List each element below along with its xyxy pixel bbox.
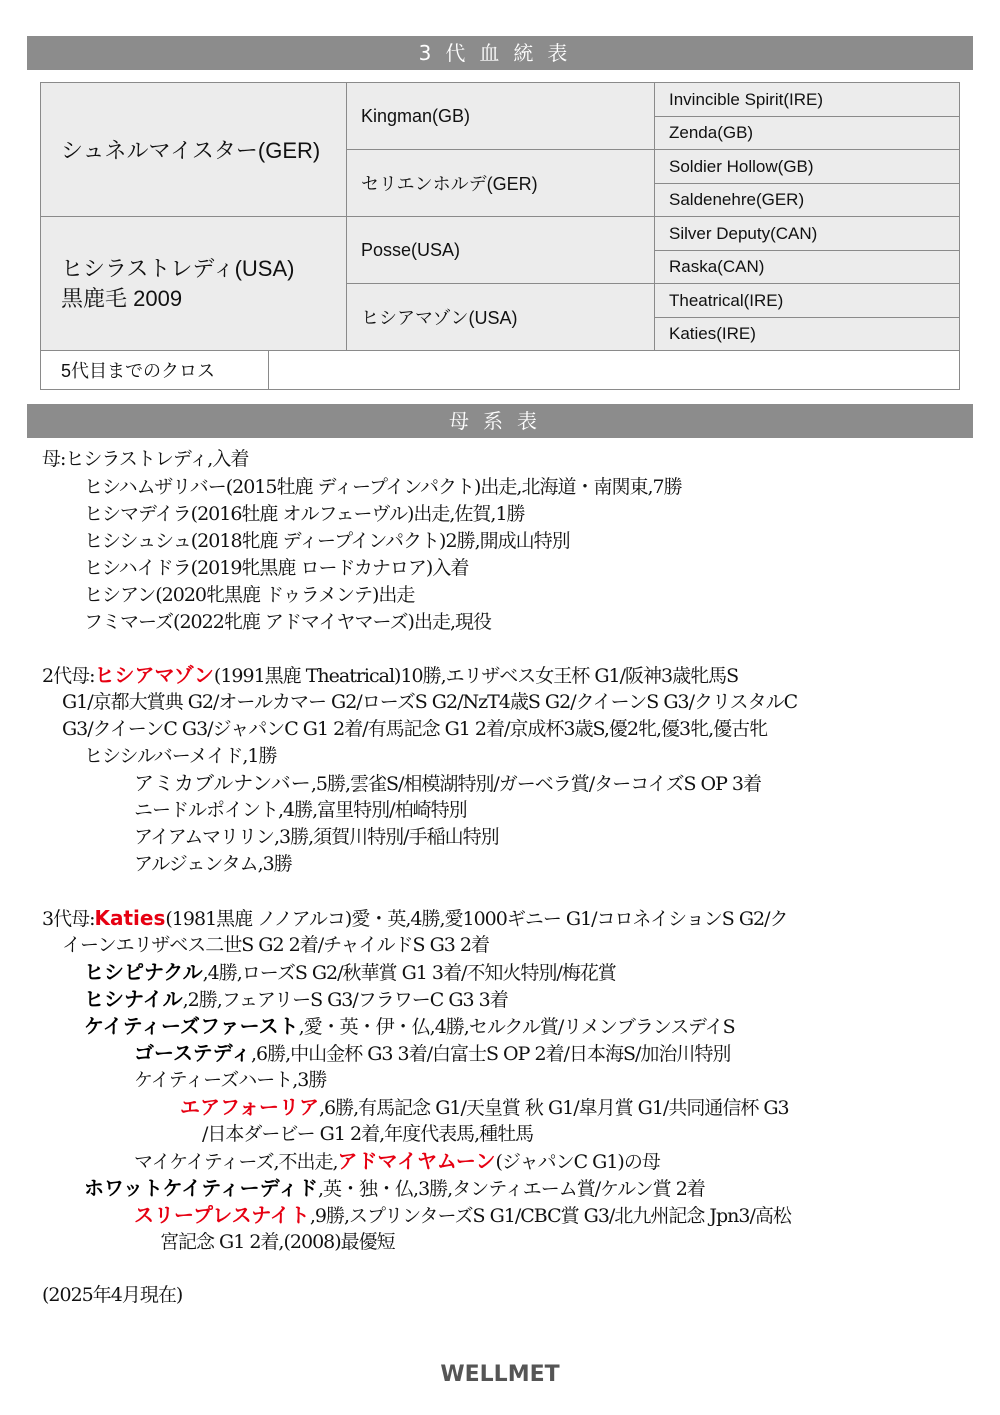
- third-dam-grand-offspring-cont: 宮記念 G1 2着,(2008)最優短: [160, 1231, 395, 1253]
- third-dam-grand-offspring: [134, 1148, 660, 1175]
- second-dam-grand-offspring: アルジェンタム,3勝: [134, 853, 292, 875]
- second-dam-grand-offspring: アイアムマリリン,3勝,須賀川特別/手稲山特別: [134, 826, 499, 848]
- horse-name: アドマイヤムーン: [337, 1149, 496, 1173]
- dam-foal: ヒシハイドラ(2019牝黒鹿 ロードカナロア)入着: [84, 557, 469, 579]
- g3-cell: [654, 183, 960, 217]
- horse-record: ,2勝,フェアリーS G3/フラワーC G3 3着: [182, 989, 508, 1011]
- dam-foal: フミマーズ(2022牝鹿 アドマイヤマーズ)出走,現役: [84, 611, 491, 633]
- second-dam-record: (1991黒鹿 Theatrical)10勝,エリザベス女王杯 G1/阪神3歳牝馬S: [213, 665, 739, 687]
- g3-name: Soldier Hollow(GB): [669, 156, 814, 176]
- great-grand-offspring: [180, 1094, 789, 1121]
- dam-sire-cell: [346, 216, 655, 284]
- g3-cell: [654, 149, 960, 184]
- horse-name: ゴーステディ: [134, 1041, 251, 1065]
- horse-name: スリープレスナイト: [134, 1203, 310, 1227]
- horse-record: ,英・独・仏,3勝,タンティエーム賞/ケルン賞 2着: [318, 1178, 705, 1200]
- second-dam-grand-offspring: ニードルポイント,4勝,富里特別/柏崎特別: [134, 799, 467, 821]
- third-dam-record: (1981黒鹿 ノノアルコ)愛・英,4勝,愛1000ギニー G1/コロネイションS G2/ク: [165, 908, 788, 930]
- horse-name: エアフォーリア: [180, 1095, 319, 1119]
- g3-name: Saldenehre(GER): [669, 190, 805, 209]
- g3-cell: [654, 317, 960, 351]
- second-dam-prefix: 2代母:: [42, 665, 95, 687]
- third-dam-line: [42, 905, 788, 932]
- dam-dam-name: ヒシアマゾン(USA): [361, 308, 518, 328]
- horse-record: ,6勝,有馬記念 G1/天皇賞 秋 G1/皐月賞 G1/共同通信杯 G3: [319, 1097, 789, 1119]
- g3-name: Zenda(GB): [669, 123, 754, 142]
- third-dam-grand-offspring: ケイティーズハート,3勝: [134, 1069, 327, 1091]
- g3-name: Raska(CAN): [669, 257, 765, 276]
- third-dam-offspring: [84, 1013, 735, 1040]
- third-dam-prefix: 3代母:: [42, 908, 95, 930]
- third-dam-grand-offspring: [134, 1040, 730, 1067]
- pedigree-header: 3代血統表: [27, 36, 973, 70]
- g3-name: Theatrical(IRE): [669, 290, 784, 310]
- sire-dam-cell: [346, 149, 655, 217]
- second-dam-line: [42, 662, 738, 689]
- horse-name: ヒシナイル: [84, 987, 183, 1011]
- sire-name: シュネルマイスター(GER): [61, 138, 321, 163]
- dam-sire-name: Posse(USA): [361, 239, 461, 260]
- g3-cell: [654, 116, 960, 150]
- second-dam-record-cont: G3/クイーンC G3/ジャパンC G1 2着/有馬記念 G1 2着/京成杯3歳S,優2牝,優3牝,優古牝: [62, 718, 768, 740]
- g3-cell: [654, 82, 960, 117]
- horse-record: ,9勝,スプリンターズS G1/CBC賞 G3/北九州記念 Jpn3/高松: [309, 1205, 791, 1227]
- pedigree-table: [40, 82, 960, 390]
- g3-name: Silver Deputy(CAN): [669, 223, 818, 243]
- third-dam-record-cont: イーンエリザベス二世S G2 2着/チャイルドS G3 2着: [62, 934, 489, 956]
- family-header: 母系表: [27, 404, 973, 438]
- dam-foal: ヒシハムザリバー(2015牡鹿 ディープインパクト)出走,北海道・南関東,7勝: [84, 476, 682, 498]
- dam-line: 母:ヒシラストレディ,入着: [42, 448, 249, 470]
- g3-cell: [654, 216, 960, 251]
- dam-foal: ヒシアン(2020牝黒鹿 ドゥラメンテ)出走: [84, 584, 415, 606]
- g3-cell: [654, 250, 960, 284]
- cross-label: 5代目までのクロス: [61, 361, 216, 381]
- g3-cell: [654, 283, 960, 318]
- horse-record: マイケイティーズ,不出走,: [134, 1151, 338, 1173]
- third-dam-name: Katies: [94, 906, 166, 930]
- second-dam-offspring: ヒシシルバーメイド,1勝: [84, 745, 277, 767]
- third-dam-offspring: [84, 959, 616, 986]
- horse-record: ,愛・英・伊・仏,4勝,セルクル賞/リメンブランスデイS: [298, 1016, 735, 1038]
- horse-name: ヒシピナクル: [84, 960, 203, 984]
- horse-record: ,4勝,ローズS G2/秋華賞 G1 3着/不知火特別/梅花賞: [202, 962, 616, 984]
- horse-name: アミカブルナンバー: [134, 771, 311, 795]
- third-dam-offspring: [84, 1175, 705, 1202]
- dam-cell: [40, 216, 347, 351]
- third-dam-grand-offspring: [134, 1202, 791, 1229]
- horse-record: ,6勝,中山金杯 G3 3着/白富士S OP 2着/日本海S/加治川特別: [251, 1043, 731, 1065]
- sire-dam-name: セリエンホルデ(GER): [361, 174, 538, 194]
- horse-name: ケイティーズファースト: [84, 1014, 299, 1038]
- second-dam-record-cont: G1/京都大賞典 G2/オールカマー G2/ローズS G2/NzT4歳S G2/クイーンS G3/クリスタルC: [62, 691, 798, 713]
- sire-sire-cell: [346, 82, 655, 150]
- cross-value-cell: [268, 350, 960, 390]
- g3-name: Katies(IRE): [669, 324, 756, 343]
- horse-name: ホワットケイティーディド: [84, 1176, 318, 1200]
- third-dam-offspring: [84, 986, 508, 1013]
- dam-name: ヒシラストレディ(USA): [61, 255, 295, 281]
- wellmet-logo: WELLMET: [440, 1362, 560, 1387]
- as-of-date: (2025年4月現在): [42, 1284, 183, 1306]
- sire-cell: [40, 82, 347, 217]
- dam-foal: ヒシマデイラ(2016牡鹿 オルフェーヴル)出走,佐賀,1勝: [84, 503, 525, 525]
- horse-record: ,5勝,雲雀S/相模湖特別/ガーベラ賞/ターコイズS OP 3着: [310, 773, 761, 795]
- dam-info: 黒鹿毛 2009: [61, 285, 183, 311]
- g3-name: Invincible Spirit(IRE): [669, 89, 823, 109]
- cross-label-cell: [40, 350, 269, 390]
- great-grand-offspring-cont: /日本ダービー G1 2着,年度代表馬,種牡馬: [202, 1123, 534, 1145]
- sire-sire-name: Kingman(GB): [361, 105, 471, 126]
- dam-dam-cell: [346, 283, 655, 351]
- dam-foal: ヒシシュシュ(2018牝鹿 ディープインパクト)2勝,開成山特別: [84, 530, 570, 552]
- second-dam-grand-offspring: [134, 770, 761, 797]
- horse-record: (ジャパンC G1)の母: [495, 1151, 660, 1173]
- second-dam-name: ヒシアマゾン: [94, 663, 214, 687]
